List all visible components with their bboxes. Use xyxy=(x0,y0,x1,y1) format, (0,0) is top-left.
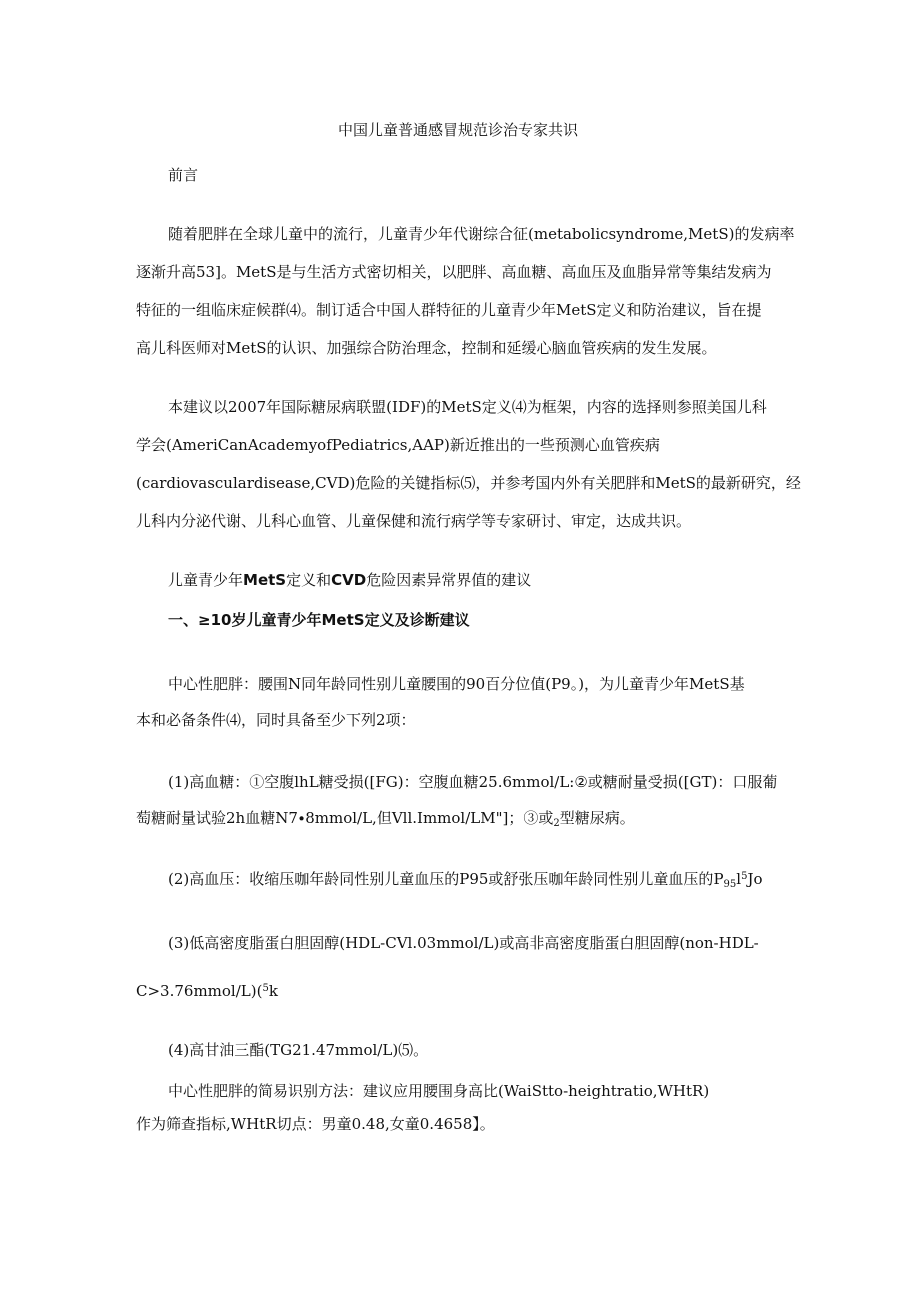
paragraph-line: 特征的一组临床症候群⑷。制订适合中国人群特征的儿童青少年MetS定义和防治建议，旨在提 xyxy=(136,301,762,319)
subsection-heading-part: 定义及诊断建议 xyxy=(364,611,470,629)
subsection-heading-part: 岁儿童青少年 xyxy=(231,611,322,629)
text-part: C>3.76mmol∕L)( xyxy=(136,982,263,1000)
text-part: l xyxy=(736,870,742,888)
paragraph-line: 逐渐升高53]。MetS是与生活方式密切相关，以肥胖、高血糖、高血压及血脂异常等集结发病为 xyxy=(136,263,772,281)
subsection-heading-part: 一、 xyxy=(168,611,199,629)
paragraph-line: (cardiovasculardisease,CVD)危险的关键指标⑸，并参考国内外有关肥胖和MetS的最新研究，经 xyxy=(136,474,801,492)
paragraph-line: 高儿科医师对MetS的认识、加强综合防治理念，控制和延缓心脑血管疾病的发生发展。 xyxy=(136,339,717,357)
paragraph-line xyxy=(136,979,278,1001)
paragraph-line: 中心性肥胖：腰围N同年龄同性别儿童腰围的90百分位值(P9。)，为儿童青少年MetS基 xyxy=(168,675,745,693)
paragraph-line: (1)高血糖：①空腹lhL糖受损([FG)：空腹血糖25.6mmol∕L:②或糖耐量受损([GT)：口服葡 xyxy=(168,773,778,791)
paragraph-line: 本和必备条件⑷，同时具备至少下列2项： xyxy=(136,711,416,729)
paragraph-line: (3)低高密度脂蛋白胆固醇(HDL-CVl.03mmol∕L)或高非高密度脂蛋白胆固醇(non-HDL- xyxy=(168,934,759,952)
text-part: P xyxy=(713,870,724,888)
section-heading-part: 儿童青少年 xyxy=(168,571,244,589)
paragraph-line: 本建议以2007年国际糖尿病联盟(IDF)的MetS定义⑷为框架，内容的选择则参照美国儿科 xyxy=(168,398,767,416)
section-heading-part: CVD xyxy=(331,571,367,589)
superscript: 5 xyxy=(741,871,748,882)
section-heading-part: MetS xyxy=(243,571,287,589)
preface-heading: 前言 xyxy=(168,166,199,184)
subsection-heading-part: ≥10 xyxy=(198,611,232,629)
text-part: Jo xyxy=(747,870,763,888)
subsection-heading xyxy=(168,610,470,630)
criterion-4: (4)高甘油三酯(TG21.47mmol∕L)⑸。 xyxy=(168,1041,429,1059)
criterion-2 xyxy=(168,867,763,895)
paragraph-line: 儿科内分泌代谢、儿科心血管、儿童保健和流行病学等专家研讨、审定，达成共识。 xyxy=(136,512,692,530)
subscript: 2 xyxy=(553,818,560,829)
document-title: 中国儿童普通感冒规范诊治专家共识 xyxy=(338,121,579,139)
paragraph-line: 作为筛查指标,WHtR切点：男童0.48,女童0.4658】。 xyxy=(136,1115,495,1133)
text-part: (2)高血压：收缩压咖年龄同性别儿童血压的P95或舒张压咖年龄同性别儿童血压的 xyxy=(168,870,714,888)
paragraph-line: 中心性肥胖的简易识别方法：建议应用腰围身高比(WaiStto-heightratio,WHtR) xyxy=(168,1082,710,1100)
paragraph-line xyxy=(136,808,635,834)
superscript: 5 xyxy=(262,983,269,994)
subsection-heading-part: MetS xyxy=(321,611,365,629)
text-part: 型糖尿病。 xyxy=(559,809,635,827)
paragraph-line: 随着肥胖在全球儿童中的流行，儿童青少年代谢综合征(metabolicsyndrome,MetS)的发病率 xyxy=(168,225,795,243)
section-heading-part: 定义和 xyxy=(286,571,332,589)
text-part: 萄糖耐量试验2h血糖N7∙8mmol∕L,但Vll.Immol/LM"]；③或 xyxy=(136,809,554,827)
text-part: k xyxy=(268,982,278,1000)
paragraph-line: 学会(AmeriCanAcademyofPediatrics,AAP)新近推出的一些预测心血管疾病 xyxy=(136,436,660,454)
section-heading xyxy=(168,570,531,590)
subscript: 95 xyxy=(723,879,737,890)
section-heading-part: 危险因素异常界值的建议 xyxy=(366,571,532,589)
